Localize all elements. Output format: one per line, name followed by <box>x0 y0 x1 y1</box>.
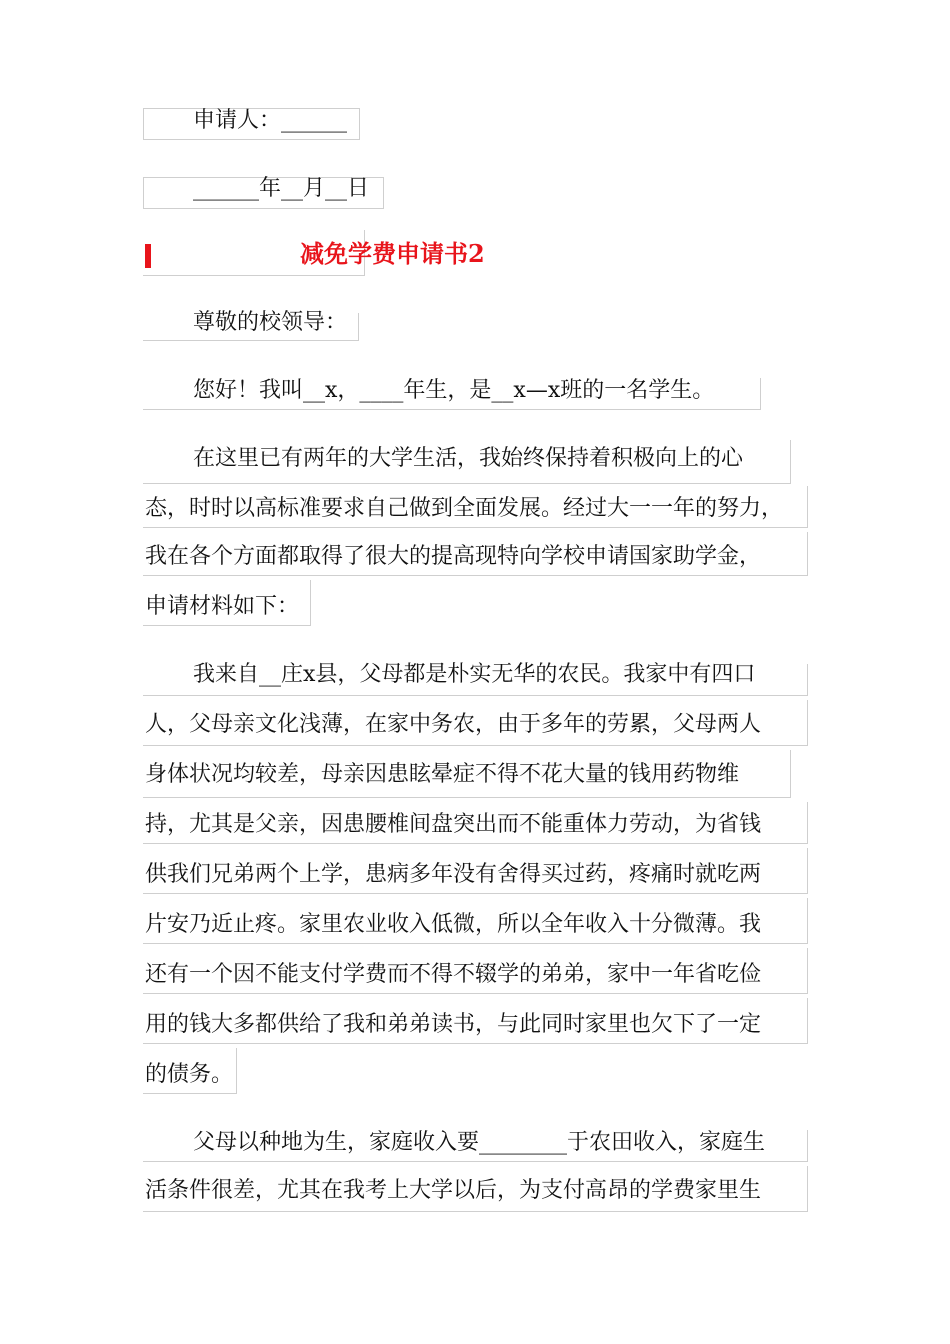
p2-line <box>145 900 761 950</box>
p1-text: 在这里已有两年的大学生活，我始终保持着积极向上的心 <box>193 446 744 471</box>
p2-line <box>145 700 761 750</box>
p2-text: 供我们兄弟两个上学，患病多年没有舍得买过药，疼痛时就吃两 <box>145 862 762 887</box>
p2-line <box>145 800 761 850</box>
p3-line <box>145 1166 761 1216</box>
intro-text: 您好！我叫__x，____年生，是__x—x班的一名学生。 <box>193 378 715 403</box>
p3-text: 活条件很差，尤其在我考上大学以后，为支付高昂的学费家里生 <box>145 1178 762 1203</box>
p1-text: 申请材料如下： <box>145 594 300 619</box>
heading-accent-bar <box>145 244 151 268</box>
date-text: ______年__月__日 <box>193 176 370 201</box>
p2-text: 我来自__庄x县，父母都是朴实无华的农民。我家中有四口 <box>193 662 756 687</box>
p1-text: 态，时时以高标准要求自己做到全面发展。经过大一一年的努力， <box>145 496 784 521</box>
p3-line <box>145 1118 765 1168</box>
p2-line <box>145 950 761 1000</box>
applicant-line <box>145 96 347 146</box>
intro-line <box>145 366 714 416</box>
p2-line <box>145 850 761 900</box>
section-title: 减免学费申请书2 <box>300 239 485 268</box>
salutation-line <box>145 298 347 348</box>
salutation-text: 尊敬的校领导： <box>193 310 348 335</box>
p2-text: 片安乃近止疼。家里农业收入低微，所以全年收入十分微薄。我 <box>145 912 762 937</box>
p3-text: 父母以种地为生，家庭收入要________于农田收入，家庭生 <box>193 1130 766 1155</box>
p1-line <box>145 434 743 484</box>
p2-text: 人，父母亲文化浅薄，在家中务农，由于多年的劳累，父母两人 <box>145 712 762 737</box>
p2-text: 的债务。 <box>145 1062 234 1087</box>
p1-line <box>145 532 761 582</box>
p2-text: 身体状况均较差，母亲因患眩晕症不得不花大量的钱用药物维 <box>145 762 740 787</box>
p1-line <box>145 582 299 632</box>
p2-text: 持，尤其是父亲，因患腰椎间盘突出而不能重体力劳动，为省钱 <box>145 812 762 837</box>
p2-line <box>145 1000 761 1050</box>
p2-text: 还有一个因不能支付学费而不得不辍学的弟弟，家中一年省吃俭 <box>145 962 762 987</box>
date-line <box>145 164 369 214</box>
p2-line <box>145 750 739 800</box>
p1-text: 我在各个方面都取得了很大的提高现特向学校申请国家助学金， <box>145 544 762 569</box>
p2-line <box>145 1050 233 1100</box>
p1-line <box>145 484 783 534</box>
p2-line <box>145 650 755 700</box>
p2-text: 用的钱大多都供给了我和弟弟读书，与此同时家里也欠下了一定 <box>145 1012 762 1037</box>
applicant-text: 申请人：______ <box>193 108 348 133</box>
